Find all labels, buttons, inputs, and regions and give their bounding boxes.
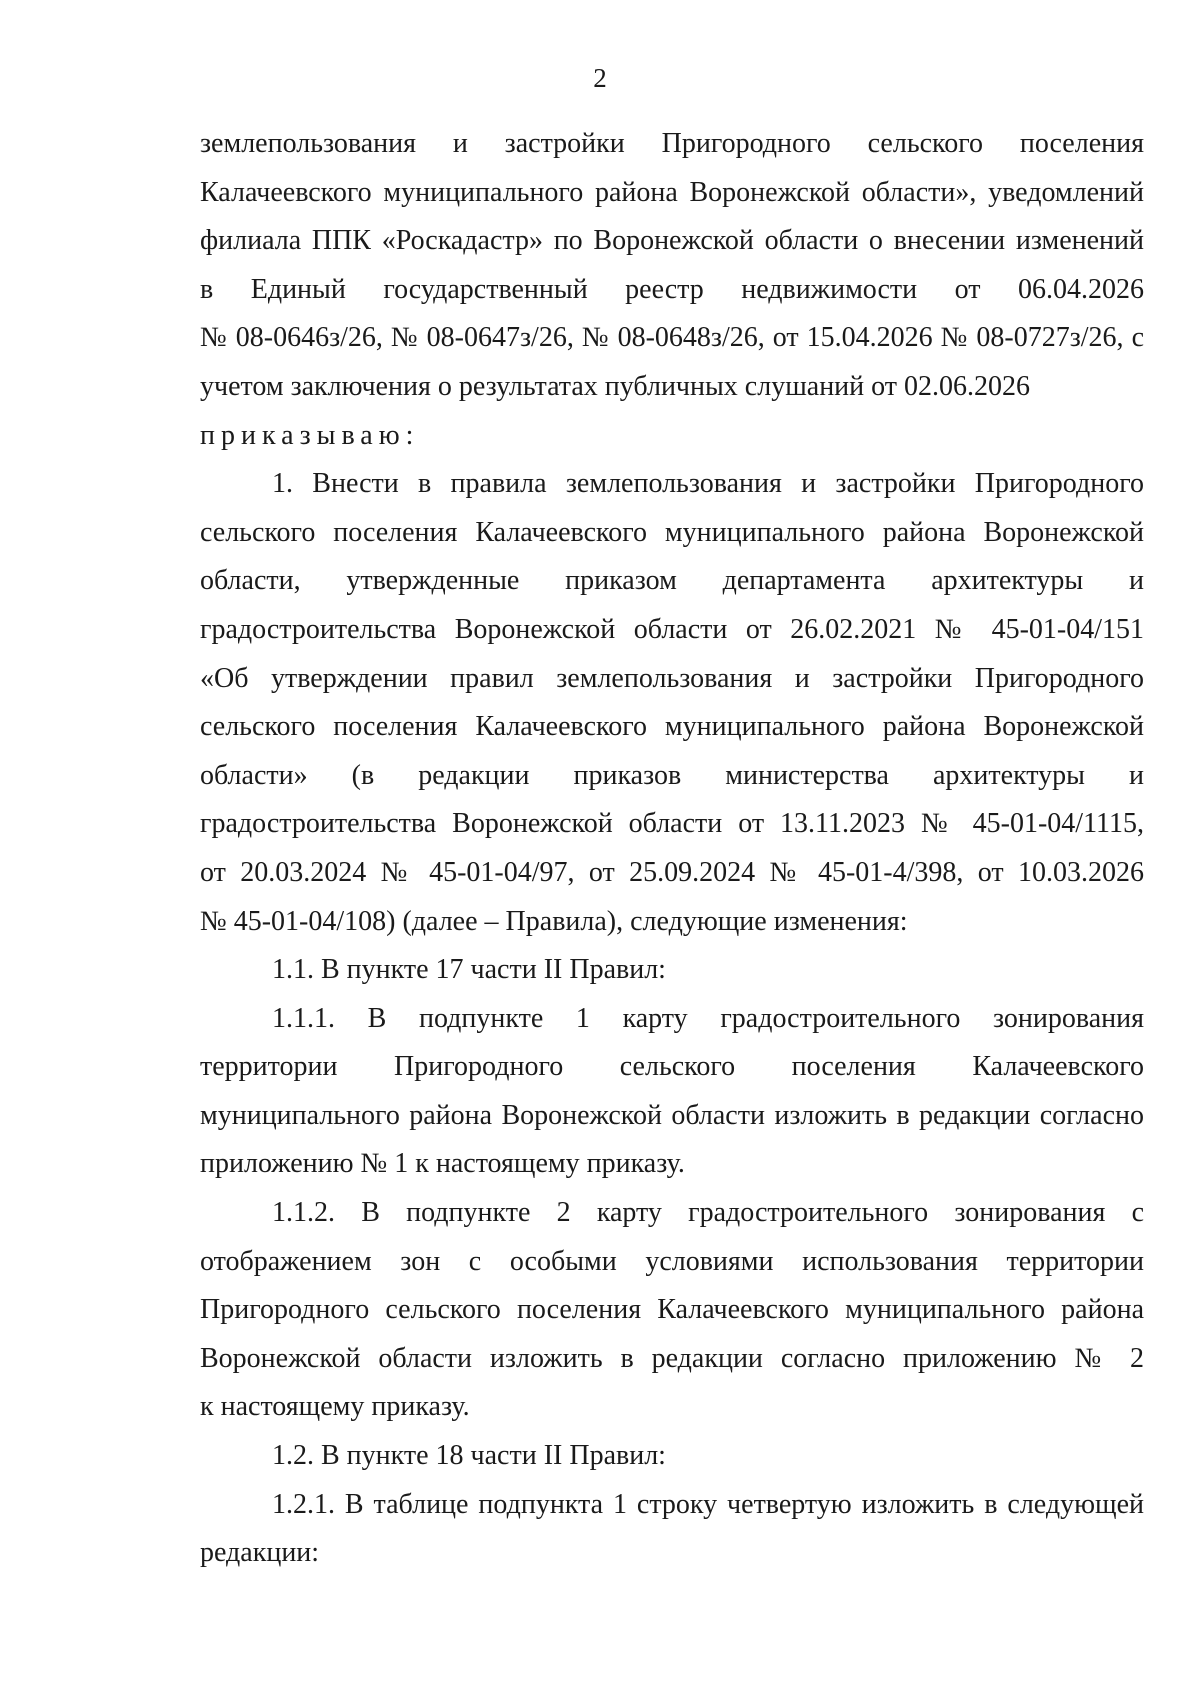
text-line: приказываю: — [200, 419, 420, 451]
text-line: 1.1. В пункте 17 части II Правил: — [272, 954, 666, 986]
text-line: Воронежской области изложить в редакции согласно приложению № 2 — [200, 1342, 1144, 1374]
text-line: отображением зон с особыми условиями использования территории — [200, 1245, 1144, 1277]
text-line: редакции: — [200, 1537, 320, 1569]
text-line: градостроительства Воронежской области от 26.02.2021 № 45-01-04/151 — [200, 613, 1144, 645]
text-line: № 45-01-04/108) (далее – Правила), следующие изменения: — [200, 905, 908, 937]
text-line: градостроительства Воронежской области от 13.11.2023 № 45-01-04/1115, — [200, 808, 1144, 840]
text-line: муниципального района Воронежской области изложить в редакции согласно — [200, 1099, 1144, 1131]
text-line: области, утвержденные приказом департамента архитектуры и — [200, 565, 1144, 597]
text-line: 1. Внести в правила землепользования и застройки Пригородного — [272, 468, 1144, 500]
text-line: № 08-0646з/26, № 08-0647з/26, № 08-0648з/26, от 15.04.2026 № 08-0727з/26, с — [200, 322, 1144, 354]
text-line: приложению № 1 к настоящему приказу. — [200, 1148, 685, 1180]
text-line: 1.1.1. В подпункте 1 карту градостроительного зонирования — [272, 1002, 1144, 1034]
text-line: от 20.03.2024 № 45-01-04/97, от 25.09.2024 № 45-01-4/398, от 10.03.2026 — [200, 856, 1144, 888]
text-line: филиала ППК «Роскадастр» по Воронежской области о внесении изменений — [200, 225, 1144, 257]
text-line: землепользования и застройки Пригородного сельского поселения — [200, 128, 1144, 159]
text-line: «Об утверждении правил землепользования и застройки Пригородного — [200, 662, 1144, 694]
text-line: учетом заключения о результатах публичных слушаний от 02.06.2026 — [200, 370, 1031, 402]
text-line: области» (в редакции приказов министерства архитектуры и — [200, 759, 1144, 791]
text-line: Калачеевского муниципального района Воронежской области», уведомлений — [200, 176, 1144, 208]
text-line: в Единый государственный реестр недвижимости от 06.04.2026 — [200, 273, 1144, 305]
text-line: территории Пригородного сельского поселения Калачеевского — [200, 1051, 1144, 1083]
text-line: сельского поселения Калачеевского муниципального района Воронежской — [200, 711, 1144, 743]
text-line: Пригородного сельского поселения Калачеевского муниципального района — [200, 1294, 1144, 1326]
text-line: к настоящему приказу. — [200, 1391, 470, 1423]
text-line: 1.2. В пункте 18 части II Правил: — [272, 1440, 666, 1472]
document-body — [200, 120, 1144, 1578]
page-number: 2 — [593, 63, 607, 93]
text-line: сельского поселения Калачеевского муниципального района Воронежской — [200, 516, 1144, 548]
text-line: 1.2.1. В таблице подпункта 1 строку четвертую изложить в следующей — [272, 1488, 1144, 1520]
text-line: 1.1.2. В подпункте 2 карту градостроительного зонирования с — [272, 1197, 1144, 1229]
